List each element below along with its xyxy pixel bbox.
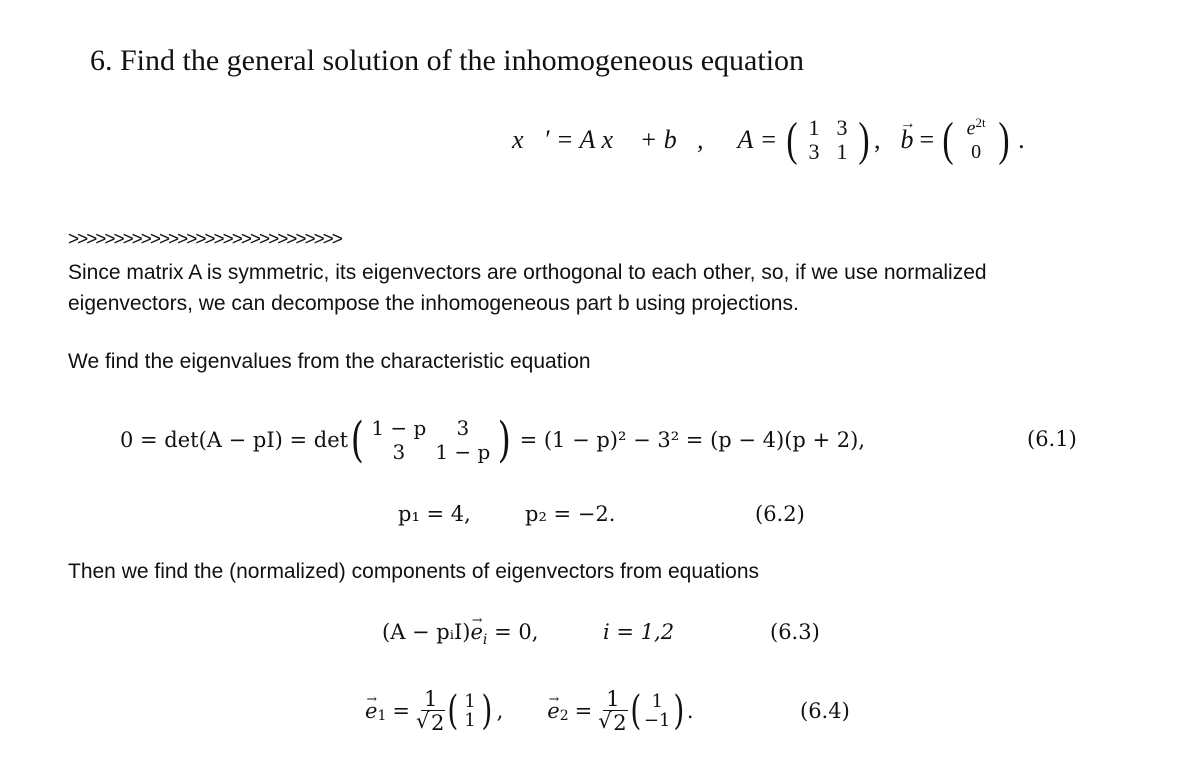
normalization-fraction	[598, 688, 627, 735]
fraction-denominator: 2	[613, 710, 627, 735]
equation-6-1	[120, 405, 865, 475]
vector-cell: 1	[464, 710, 476, 731]
problem-statement	[90, 44, 804, 78]
normalization-fraction	[416, 688, 445, 735]
eq63-lhs: (A − pᵢI)	[382, 620, 471, 644]
matrix-a-cell: 1	[808, 115, 820, 140]
eq63-rhs: = 0,	[494, 620, 539, 644]
eq61-matrix-cell: 1 − p	[435, 440, 491, 464]
vector-b-cell: 0	[971, 140, 982, 163]
eq63-index: i = 1,2	[603, 620, 675, 644]
vector-cell: −1	[643, 710, 671, 731]
e1-subscript: 1	[377, 708, 387, 724]
paragraph-eigenvectors: Then we find the (normalized) components of eigenvectors from equations	[68, 560, 760, 583]
eq61-lhs: 0 = det(A − pI) = det	[120, 428, 349, 452]
separator: >>>>>>>>>>>>>>>>>>>>>>>>>>>>>>	[68, 229, 341, 250]
eq61-matrix-cell: 3	[392, 440, 406, 464]
eq61-rhs: = (1 − p)² − 3² = (p − 4)(p + 2),	[519, 428, 866, 452]
paragraph-eigenvalues: We find the eigenvalues from the characteristic equation	[68, 350, 591, 373]
vector-cell: 1	[464, 691, 476, 712]
eigenvector-e1: e →	[365, 699, 377, 723]
vector-v1: ( 1 1 )	[447, 688, 493, 734]
fraction-numerator: 1	[603, 688, 622, 711]
eigenvector-e2: e →	[547, 699, 559, 723]
ode-expression: x⃗′ = A x⃗ + b⃗,	[512, 125, 704, 154]
vector-b: ( $e^{2t}$ 0 )	[942, 113, 1010, 166]
equation-label-6-1: (6.1)	[1027, 427, 1077, 451]
vector-v2: ( 1 −1 )	[629, 688, 685, 734]
vector-b-label: b →	[901, 125, 914, 155]
matrix-a-cell: 1	[836, 139, 848, 164]
eq61-matrix: ( 1 − p 3 3 1 − p )	[350, 412, 511, 468]
paragraph-line: Since matrix A is symmetric, its eigenvectors are orthogonal to each other, so, if we use normalized	[68, 261, 987, 284]
matrix-a-cell: 3	[836, 115, 848, 140]
equation-label-6-2: (6.2)	[755, 502, 805, 526]
matrix-a-label: A	[737, 125, 754, 154]
equation-6-4: e → $_1$ = 1 √ 2 ( 1 1 ) , e → $_2$ = 1 √ 2 ( 1 −1 ) .	[365, 678, 694, 744]
vector-cell: 1	[651, 691, 663, 712]
fraction-numerator: 1	[421, 688, 440, 711]
eq61-matrix-cell: 3	[456, 416, 470, 440]
equation-6-3: (A − pᵢI)e $\to_i = 0$,	[382, 620, 538, 648]
vector-b-cell: $e^{2t}$	[966, 115, 986, 140]
equation-label-6-3: (6.3)	[770, 620, 820, 644]
eigenvalue-p2: p₂ = −2.	[525, 502, 616, 526]
eq61-matrix-cell: 1 − p	[371, 416, 427, 440]
problem-number: 6.	[90, 44, 113, 77]
fraction-denominator: 2	[430, 710, 445, 735]
problem-text: Find the general solution of the inhomogeneous equation	[120, 44, 805, 77]
eigenvalue-p1: p₁ = 4,	[398, 502, 471, 526]
paragraph-symmetric	[68, 257, 987, 319]
equation-label-6-4: (6.4)	[800, 699, 850, 723]
matrix-a: ( 1 3 3 1 )	[786, 113, 870, 166]
e2-subscript: 2	[559, 708, 569, 724]
paragraph-line: eigenvectors, we can decompose the inhomogeneous part b using projections.	[68, 292, 799, 315]
problem-equation: x⃗′ = A x⃗ + b⃗, A = ( 1 3 3 1 ) , b → = ( $e^{2t}$ 0 ) .	[512, 100, 1025, 180]
matrix-a-cell: 3	[808, 139, 820, 164]
